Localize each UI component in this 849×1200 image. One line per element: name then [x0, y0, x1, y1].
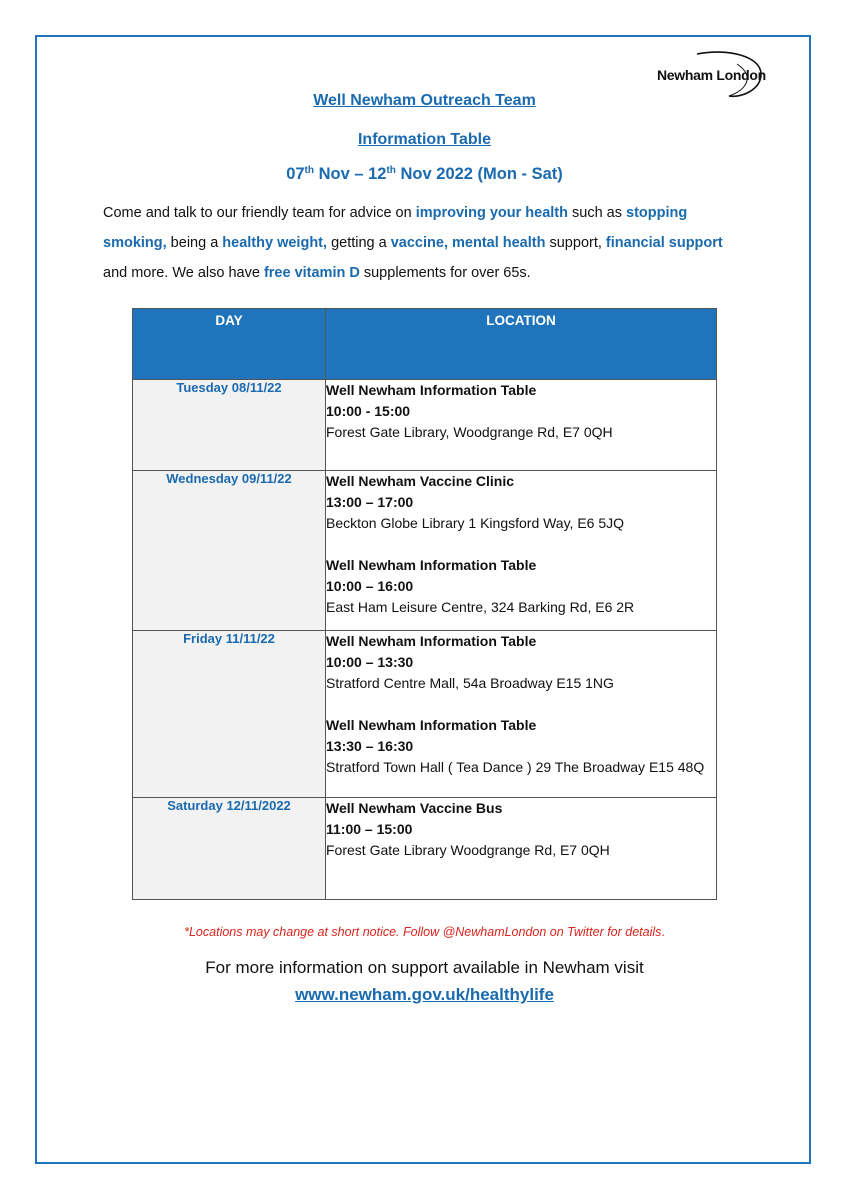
table-row — [133, 631, 717, 798]
day-cell: Friday 11/11/22 — [133, 631, 326, 798]
event-time: 13:00 – 17:00 — [326, 494, 414, 510]
table-header-row — [133, 309, 717, 380]
event-time: 11:00 – 15:00 — [326, 821, 413, 837]
location-cell — [326, 380, 717, 471]
location-cell — [326, 631, 717, 798]
event-time: 10:00 - 15:00 — [326, 403, 411, 419]
page-subtitle: Information Table — [357, 131, 492, 148]
event-address: Beckton Globe Library 1 Kingsford Way, E6 5JQ — [326, 515, 625, 531]
table-row — [133, 471, 717, 631]
event-title: Well Newham Vaccine Bus — [326, 800, 503, 816]
table-row — [133, 798, 717, 900]
location-cell — [326, 471, 717, 631]
event-title: Well Newham Vaccine Clinic — [326, 473, 515, 489]
logo-text: Newham London — [657, 67, 766, 83]
event-address: Stratford Town Hall ( Tea Dance ) 29 The Broadway E15 48Q — [326, 759, 705, 775]
event-title: Well Newham Information Table — [326, 633, 537, 649]
day-cell: Wednesday 09/11/22 — [133, 471, 326, 631]
event-time: 10:00 – 16:00 — [326, 578, 414, 594]
more-info-text: For more information on support available in Newham visit — [205, 958, 644, 977]
intro-paragraph: Come and talk to our friendly team for advice on improving your health such as stopping smoking, being a healthy weight, getting a vaccine, mental health support, financial support and more. We also have free vitamin D supplements for over 65s. — [103, 205, 723, 281]
event-title: Well Newham Information Table — [326, 382, 537, 398]
table-row — [133, 380, 717, 471]
location-column-header: LOCATION — [326, 309, 717, 380]
day-column-header: DAY — [133, 309, 326, 380]
date-range: 07th Nov – 12th Nov 2022 (Mon - Sat) — [286, 165, 563, 183]
healthylife-link[interactable]: www.newham.gov.uk/healthylife — [295, 985, 554, 1004]
event-address: Forest Gate Library, Woodgrange Rd, E7 0QH — [326, 424, 613, 440]
event-address: Stratford Centre Mall, 54a Broadway E15 1NG — [326, 675, 614, 691]
event-time: 13:30 – 16:30 — [326, 738, 414, 754]
day-cell: Saturday 12/11/2022 — [133, 798, 326, 900]
day-cell: Tuesday 08/11/22 — [133, 380, 326, 471]
location-cell — [326, 798, 717, 900]
event-time: 10:00 – 13:30 — [326, 654, 414, 670]
event-address: East Ham Leisure Centre, 324 Barking Rd, E6 2R — [326, 599, 635, 615]
event-address: Forest Gate Library Woodgrange Rd, E7 0QH — [326, 842, 610, 858]
schedule-table — [132, 308, 717, 900]
event-title: Well Newham Information Table — [326, 557, 537, 573]
team-title: Well Newham Outreach Team — [313, 92, 536, 109]
locations-disclaimer: *Locations may change at short notice. Follow @NewhamLondon on Twitter for details. — [184, 925, 665, 939]
event-title: Well Newham Information Table — [326, 717, 537, 733]
